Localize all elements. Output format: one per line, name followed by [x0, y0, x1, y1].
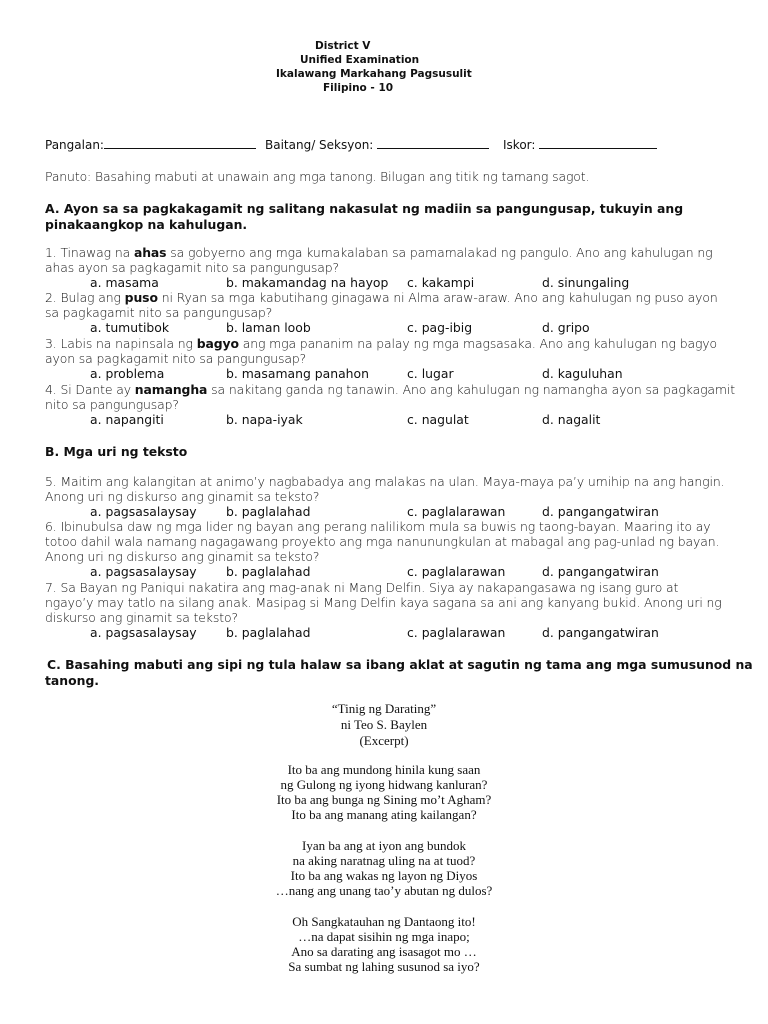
- question-4-option-d[interactable]: d. nagalit: [542, 412, 601, 427]
- poem-note: (Excerpt): [359, 733, 409, 748]
- section-blank[interactable]: [377, 137, 489, 149]
- emphasized-word: puso: [124, 290, 158, 305]
- section-b-title: B. Mga uri ng teksto: [45, 444, 188, 459]
- question-4-line2: nito sa pangungusap?: [45, 397, 179, 412]
- question-2-option-b[interactable]: b. laman loob: [226, 320, 311, 335]
- question-2-option-c[interactable]: c. pag-ibig: [407, 320, 473, 335]
- question-5-option-c[interactable]: c. paglalarawan: [407, 504, 506, 519]
- question-3-option-b[interactable]: b. masamang panahon: [226, 366, 369, 381]
- emphasized-word: ahas: [133, 245, 167, 260]
- poem-line: Iyan ba ang at iyon ang bundok: [302, 838, 466, 853]
- question-6-option-a[interactable]: a. pagsasalaysay: [90, 564, 197, 579]
- question-6-option-d[interactable]: d. pangangatwiran: [542, 564, 659, 579]
- poem-line: Oh Sangkatauhan ng Dantaong ito!: [292, 914, 476, 929]
- question-text: ang mga pananim na palay ng mga magsasaka. Ano ang kahulugan ng bagyo: [238, 336, 718, 351]
- score-field[interactable]: [503, 137, 657, 152]
- question-1-option-c[interactable]: c. kakampi: [407, 275, 475, 290]
- question-7-option-a[interactable]: a. pagsasalaysay: [90, 625, 197, 640]
- question-7-line2: ngayo’y may tatlo na silang anak. Masipag si Mang Delfin kaya sagana sa ani ang kanyang bukid. Anong uri ng: [45, 595, 722, 610]
- section-c-title-line1: C. Basahing mabuti ang sipi ng tula halaw sa ibang aklat at sagutin ng tama ang mga sumusunod na: [47, 657, 753, 672]
- poem-line: …nang ang unang tao’y abutan ng dulos?: [275, 883, 493, 898]
- poem-line: Ito ba ang mundong hinila kung saan: [287, 762, 481, 777]
- section-a-title-line2: pinakaangkop na kahulugan.: [45, 217, 248, 232]
- question-4-option-c[interactable]: c. nagulat: [407, 412, 469, 427]
- question-6-line3: Anong uri ng diskurso ang ginamit sa teksto?: [45, 549, 320, 564]
- question-3-line2: ayon sa pagkagamit nito sa pangungusap?: [45, 351, 307, 366]
- poem-line: ng Gulong ng iyong hidwang kanluran?: [280, 777, 488, 792]
- question-6-option-c[interactable]: c. paglalarawan: [407, 564, 506, 579]
- question-4-option-b[interactable]: b. napa-iyak: [226, 412, 303, 427]
- quarter-label: Ikalawang Markahang Pagsusulit: [276, 68, 472, 80]
- question-text: sa nakitang ganda ng tanawin. Ano ang kahulugan ng namangha ayon sa pagkagamit: [207, 382, 735, 397]
- poem-line: …na dapat sisihin ng mga inapo;: [298, 929, 470, 944]
- question-7-option-c[interactable]: c. paglalarawan: [407, 625, 506, 640]
- question-5-option-a[interactable]: a. pagsasalaysay: [90, 504, 197, 519]
- name-field[interactable]: [45, 137, 256, 152]
- question-text: 2. Bulag ang: [45, 290, 125, 305]
- section-field[interactable]: [265, 137, 489, 152]
- question-3-option-d[interactable]: d. kaguluhan: [542, 366, 623, 381]
- question-2-line2: sa pagkagamit nito sa pangungusap?: [45, 305, 273, 320]
- question-4-line1: [45, 382, 735, 397]
- score-label: Iskor:: [503, 138, 536, 152]
- question-4-option-a[interactable]: a. napangiti: [90, 412, 164, 427]
- subject-label: Filipino - 10: [323, 82, 394, 94]
- question-7-line1: 7. Sa Bayan ng Paniqui nakatira ang mag-anak ni Mang Delfin. Siya ay nakapangasawa ng isang guro at: [45, 580, 679, 595]
- question-5-line2: Anong uri ng diskurso ang ginamit sa teksto?: [45, 489, 320, 504]
- question-1-option-b[interactable]: b. makamandag na hayop: [226, 275, 389, 290]
- question-5-option-d[interactable]: d. pangangatwiran: [542, 504, 659, 519]
- question-1-line2: ahas ayon sa pagkagamit nito sa pangungusap?: [45, 260, 339, 275]
- question-2-option-d[interactable]: d. gripo: [542, 320, 590, 335]
- emphasized-word: bagyo: [196, 336, 239, 351]
- question-text: 3. Labis na napinsala ng: [45, 336, 197, 351]
- question-text: 4. Si Dante ay: [45, 382, 135, 397]
- question-7-line3: diskurso ang ginamit sa teksto?: [45, 610, 238, 625]
- section-label: Baitang/ Seksyon:: [265, 138, 374, 152]
- section-c-title-line2: tanong.: [45, 673, 100, 688]
- question-6-line1: 6. Ibinubulsa daw ng mga lider ng bayan ang perang nalilikom mula sa buwis ng taong-bayan. Maaring ito ay: [45, 519, 711, 534]
- name-blank[interactable]: [104, 137, 256, 149]
- question-6-line2: totoo dahil wala namang nagagawang proyekto ang mga nanunungkulan at mabagal ang pag-unlad ng bayan.: [45, 534, 720, 549]
- poem-line: Ito ba ang wakas ng layon ng Diyos: [290, 868, 478, 883]
- question-7-option-d[interactable]: d. pangangatwiran: [542, 625, 659, 640]
- poem-line: Ano sa darating ang isasagot mo …: [291, 944, 477, 959]
- question-5-option-b[interactable]: b. paglalahad: [226, 504, 311, 519]
- instructions: Panuto: Basahing mabuti at unawain ang mga tanong. Bilugan ang titik ng tamang sagot.: [45, 169, 590, 184]
- question-3-line1: [45, 336, 717, 351]
- emphasized-word: namangha: [134, 382, 208, 397]
- poem-line: Sa sumbat ng lahing susunod sa iyo?: [288, 959, 480, 974]
- district-label: District V: [315, 40, 371, 52]
- question-3-option-c[interactable]: c. lugar: [407, 366, 454, 381]
- poem-line: Ito ba ang bunga ng Sining mo’t Agham?: [276, 792, 492, 807]
- question-text: ni Ryan sa mga kabutihang ginagawa ni Alma araw-araw. Ano ang kahulugan ng puso ayon: [157, 290, 718, 305]
- poem-title: “Tinig ng Darating”: [331, 701, 437, 716]
- section-a-title-line1: A. Ayon sa sa pagkakagamit ng salitang nakasulat ng madiin sa pangungusap, tukuyin ang: [45, 201, 684, 216]
- poem-author: ni Teo S. Baylen: [340, 717, 428, 732]
- exam-label: Unified Examination: [300, 54, 420, 66]
- question-text: sa gobyerno ang mga kumakalaban sa pamamalakad ng pangulo. Ano ang kahulugan ng: [166, 245, 713, 260]
- question-1-option-d[interactable]: d. sinungaling: [542, 275, 630, 290]
- question-7-option-b[interactable]: b. paglalahad: [226, 625, 311, 640]
- question-6-option-b[interactable]: b. paglalahad: [226, 564, 311, 579]
- question-1-option-a[interactable]: a. masama: [90, 275, 159, 290]
- question-2-option-a[interactable]: a. tumutibok: [90, 320, 170, 335]
- poem-line: Ito ba ang manang ating kailangan?: [291, 807, 477, 822]
- question-3-option-a[interactable]: a. problema: [90, 366, 165, 381]
- question-2-line1: [45, 290, 718, 305]
- question-1-line1: [45, 245, 712, 260]
- name-label: Pangalan:: [45, 138, 104, 152]
- score-blank[interactable]: [539, 137, 657, 149]
- poem-line: na aking naratnag uling na at tuod?: [292, 853, 476, 868]
- question-text: 1. Tinawag na: [45, 245, 134, 260]
- question-5-line1: 5. Maitim ang kalangitan at animo’y nagbabadya ang malakas na ulan. Maya-maya pa’y umihip na ang hangin.: [45, 474, 725, 489]
